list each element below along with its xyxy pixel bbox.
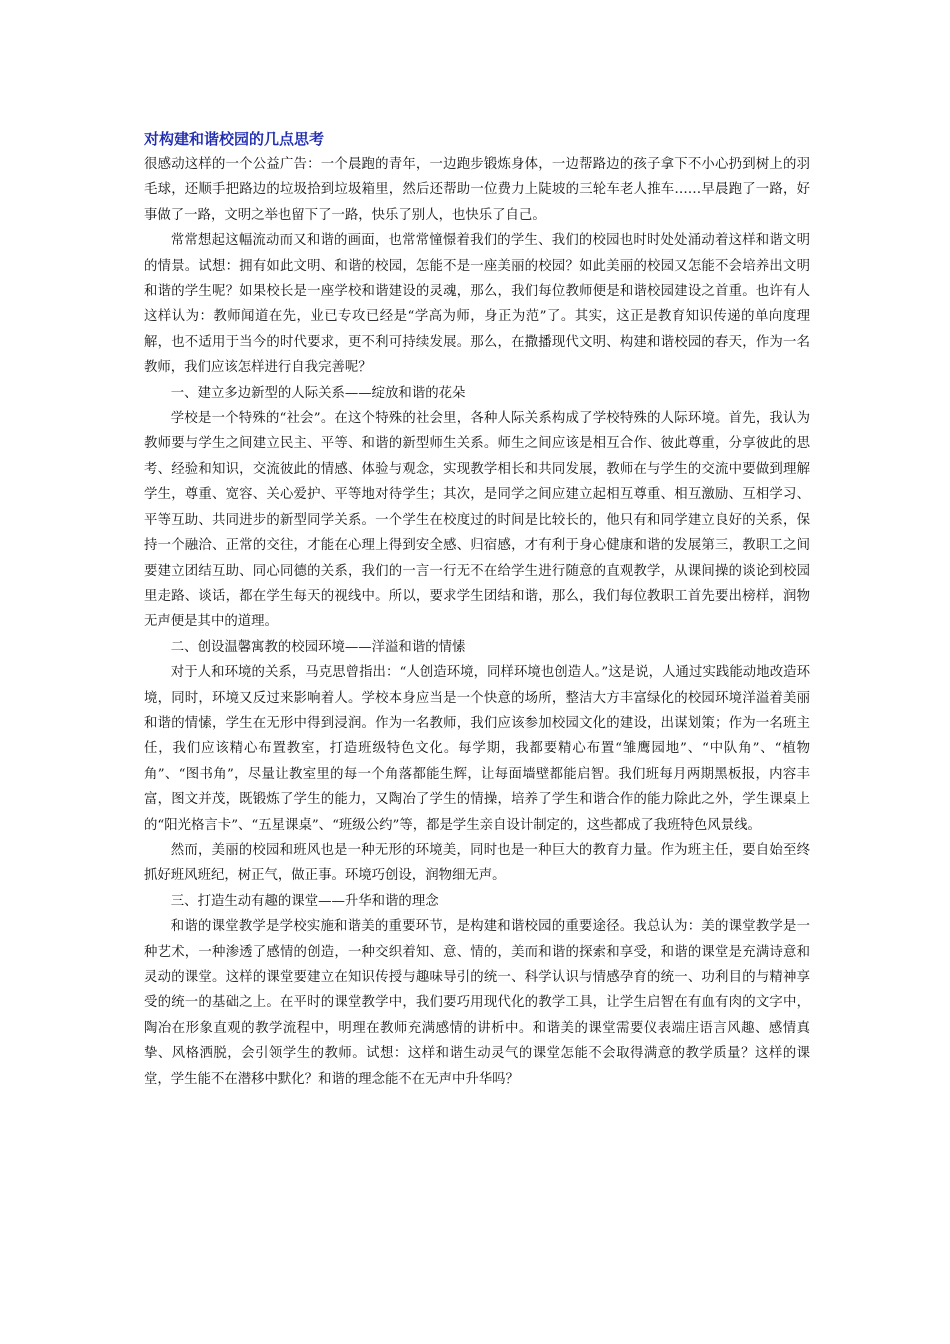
paragraph-4: 然而，美丽的校园和班风也是一种无形的环境美，同时也是一种巨大的教育力量。作为班主任，要自始至终抓好班风班纪，树正气，做正事。环境巧创设，润物细无声。 [144,842,810,884]
paragraph-2: 学校是一个特殊的“社会”。在这个特殊的社会里，各种人际关系构成了学校特殊的人际环境。首先，我认为教师要与学生之间建立民主、平等、和谐的新型师生关系。师生之间应该是相互合作、彼此尊重，分享彼此的思考、经验和知识，交流彼此的情感、体验与观念，实现教学相长和共同发展，教师在与学生的交流中要做到理解学生，尊重、宽容、关心爱护、平等地对待学生；其次，是同学之间应建立起相互尊重、相互激励、互相学习、平等互助、共同进步的新型同学关系。一个学生在校度过的时间是比较长的，他只有和同学建立良好的关系，保持一个融洽、正常的交往，才能在心理上得到安全感、归宿感，才有利于身心健康和谐的发展第三，教职工之间要建立团结互助、同心同德的关系，我们的一言一行无不在给学生进行随意的直观教学，从课间操的谈论到校园里走路、谈话，都在学生每天的视线中。所以，要求学生团结和谐，那么，我们每位教职工首先要出榜样，润物无声便是其中的道理。 [144,411,810,630]
paragraph-3: 对于人和环境的关系，马克思曾指出：“人创造环境，同样环境也创造人。”这是说，人通过实践能动地改造环境，同时，环境又反过来影响着人。学校本身应当是一个快意的场所，整洁大方丰富绿化的校园环境洋溢着美丽和谐的情愫，学生在无形中得到浸润。作为一名教师，我们应该参加校园文化的建设，出谋划策；作为一名班主任，我们应该精心布置教室，打造班级特色文化。每学期，我都要精心布置“雏鹰园地”、“中队角”、“植物角”、“图书角”，尽量让教室里的每一个角落都能生辉，让每面墙壁都能启智。我们班每月两期黑板报，内容丰富，图文并茂，既锻炼了学生的能力，又陶冶了学生的情操，培养了学生和谐合作的能力除此之外，学生课桌上的“阳光格言卡”、“五星课桌”、“班级公约”等，都是学生亲自设计制定的，这些都成了我班特色风景线。 [144,665,810,833]
section-heading-3: 三、打造生动有趣的课堂——升华和谐的理念 [170,893,439,909]
paragraph-1: 常常想起这幅流动而又和谐的画面，也常常憧憬着我们的学生、我们的校园也时时处处涌动着这样和谐文明的情景。试想：拥有如此文明、和谐的校园，怎能不是一座美丽的校园？如此美丽的校园又怎能不会培养出文明和谐的学生呢？如果校长是一座学校和谐建设的灵魂，那么，我们每位教师便是和谐校园建设之首重。也许有人这样认为：教师闻道在先，业已专攻已经是“学高为师，身正为范”了。其实，这正是教育知识传递的单向度理解，也不适用于当今的时代要求，更不利可持续发展。那么，在撒播现代文明、构建和谐校园的春天，作为一名教师，我们应该怎样进行自我完善呢？ [144,233,810,376]
paragraph-5: 和谐的课堂教学是学校实施和谐美的重要环节，是构建和谐校园的重要途径。我总认为：美的课堂教学是一种艺术，一种渗透了感情的创造，一种交织着知、意、情的，美而和谐的探索和享受，和谐的课堂是充满诗意和灵动的课堂。这样的课堂要建立在知识传授与趣味导引的统一、科学认识与情感孕育的统一、功利目的与精神享受的统一的基础之上。在平时的课堂教学中，我们要巧用现代化的教学工具，让学生启智在有血有肉的文字中，陶冶在形象直观的教学流程中，明理在教师充满感情的讲析中。和谐美的课堂需要仪表端庄语言风趣、感情真挚、风格洒脱，会引领学生的教师。试想：这样和谐生动灵气的课堂怎能不会取得满意的教学质量？这样的课堂，学生能不在潜移中默化？和谐的理念能不在无声中升华吗？ [144,919,810,1087]
article-title: 对构建和谐校园的几点思考 [144,130,325,148]
section-heading-2: 二、创设温馨寓教的校园环境——洋溢和谐的情愫 [170,639,466,655]
section-heading-1: 一、建立多边新型的人际关系——绽放和谐的花朵 [170,385,466,401]
document-page [144,127,810,1092]
intro-paragraph: 很感动这样的一个公益广告：一个晨跑的青年，一边跑步锻炼身体，一边帮路边的孩子拿下不小心扔到树上的羽毛球，还顺手把路边的垃圾拾到垃圾箱里，然后还帮助一位费力上陡坡的三轮车老人推车……早晨跑了一路，好事做了一路，文明之举也留下了一路，快乐了别人，也快乐了自己。 [144,157,810,223]
